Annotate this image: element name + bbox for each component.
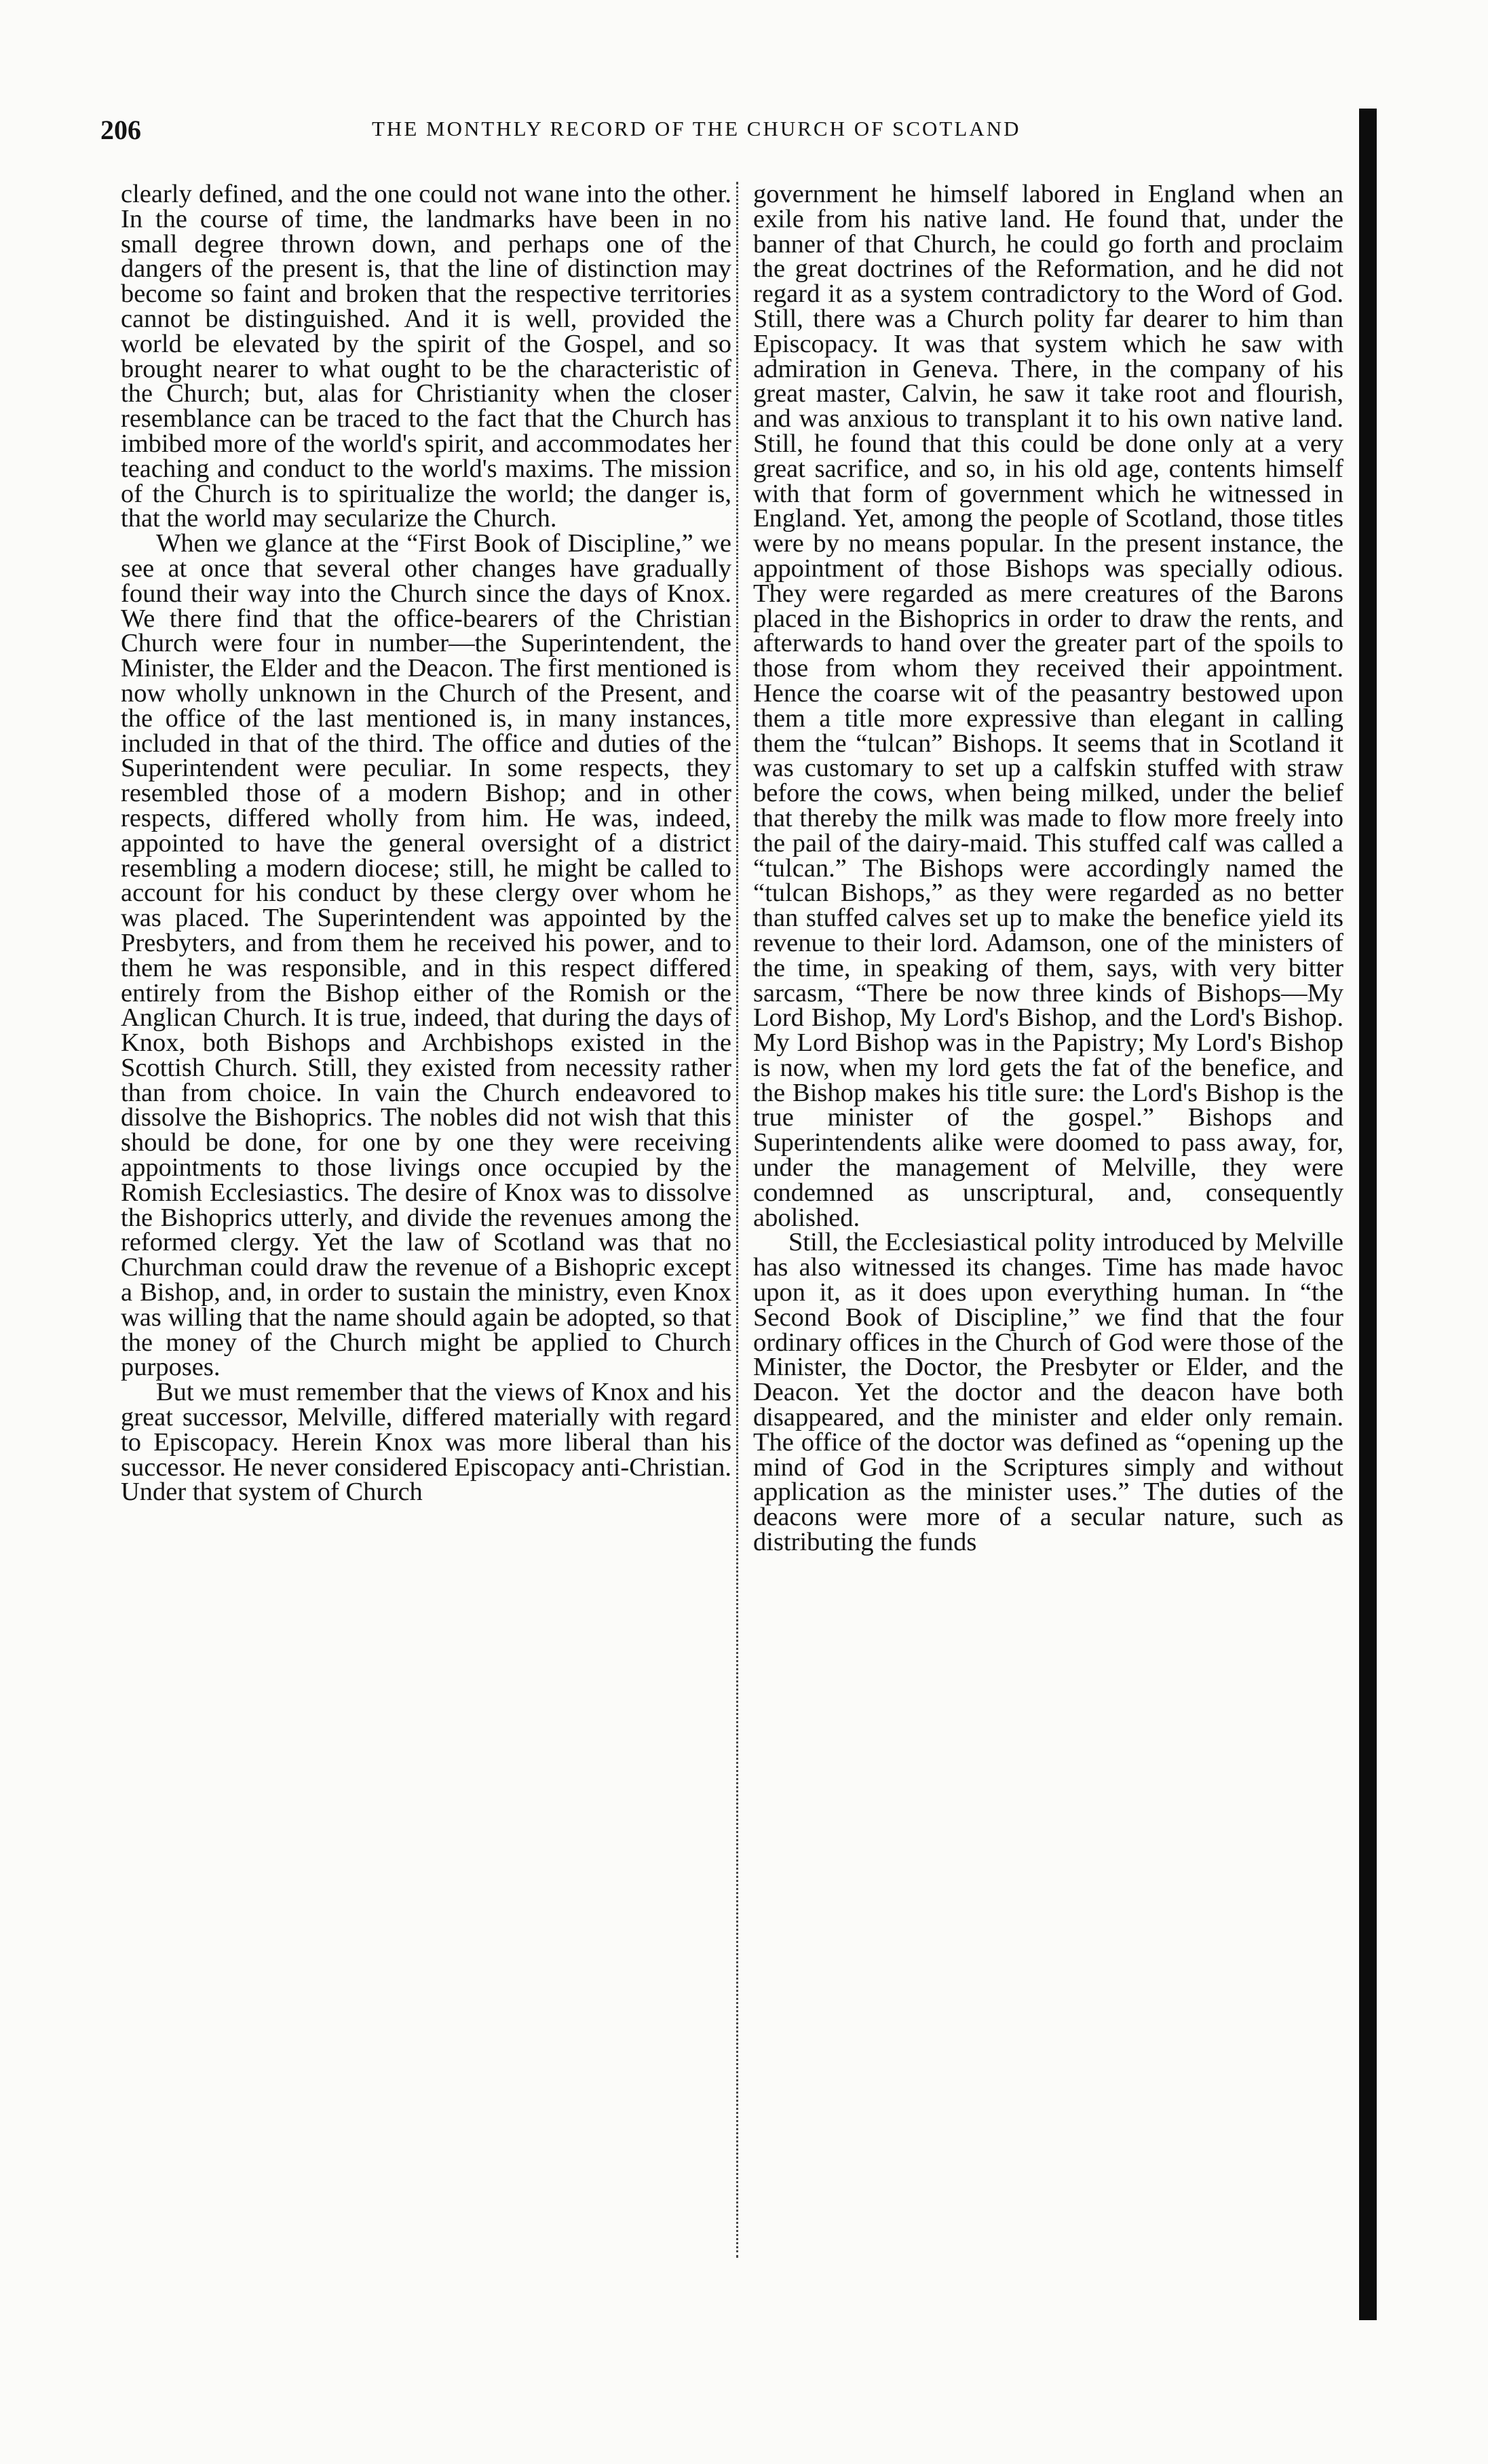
page-number: 206 — [100, 115, 141, 145]
column-divider — [736, 182, 738, 2258]
left-paragraph-3: But we must remember that the views of Knox and his great successor, Melville, differed materially with regard to Episcopacy. Herein Knox was more liberal than his successor. He never considered Episcopacy anti-Christian. Under that system of Church — [121, 1378, 731, 1507]
right-paragraph-2: Still, the Ecclesiastical polity introduced by Melville has also witnessed its changes. Time has made havoc upon it, as it does upon everything human. In “the Second Book of Discipline,” we find that the four ordinary offices in the Church of God were those of the Minister, the Doctor, the Presbyter or Elder, and the Deacon. Yet the doctor and the deacon have both disappeared, and the minister and elder only remain. The office of the doctor was defined as “opening up the mind of God in the Scriptures simply and without application as the minister uses.” The duties of the deacons were more of a secular nature, such as distributing the funds — [753, 1228, 1343, 1557]
right-paragraph-1: government he himself labored in England when an exile from his native land. He found that, under the banner of that Church, he could go forth and proclaim the great doctrines of the Reformation, and he did not regard it as a system contradictory to the Word of God. Still, there was a Church polity far dearer to him than Episcopacy. It was that system which he saw with admiration in Geneva. There, in the company of his great master, Calvin, he saw it take root and flourish, and was anxious to transplant it to his own native land. Still, he found that this could be done only at a very great sacrifice, and so, in his old age, contents himself with that form of government which he witnessed in England. Yet, among the people of Scotland, those titles were by no means popular. In the present instance, the appointment of those Bishops was specially odious. They were regarded as mere creatures of the Barons placed in the Bishoprics in order to draw the rents, and afterwards to hand over the greater part of the spoils to those from whom they received their appointment. Hence the coarse wit of the peasantry bestowed upon them a title more expressive than elegant in calling them the “tulcan” Bishops. It seems that in Scotland it was customary to set up a calfskin stuffed with straw before the cows, when being milked, under the belief that thereby the milk was made to flow more freely into the pail of the dairy-maid. This stuffed calf was called a “tulcan.” The Bishops were accordingly named the “tulcan Bishops,” as they were regarded as no better than stuffed calves set up to make the benefice yield its revenue to their lord. Adamson, one of the ministers of the time, in speaking of them, says, with very bitter sarcasm, “There be now three kinds of Bishops—My Lord Bishop, My Lord's Bishop, and the Lord's Bishop. My Lord Bishop was in the Papistry; My Lord's Bishop is now, when my lord gets the fat of the benefice, and the Bishop makes his title sure: the Lord's Bishop is the true minister of the gospel.” Bishops and Superintendents alike were doomed to pass away, for, under the management of Melville, they were condemned as unscriptural, and, consequently abolished. — [753, 180, 1343, 1232]
running-title: THE MONTHLY RECORD OF THE CHURCH OF SCOTLAND — [372, 117, 1021, 140]
page-header — [100, 114, 1349, 155]
left-paragraph-1: clearly defined, and the one could not wane into the other. In the course of time, the landmarks have been in no small degree thrown down, and perhaps one of the dangers of the present is, that the line of distinction may become so faint and broken that the respective territories cannot be distinguished. And it is well, provided the world be elevated by the spirit of the Gospel, and so brought nearer to what ought to be the characteristic of the Church; but, alas for Christianity when the closer resemblance can be traced to the fact that the Church has imbibed more of the world's spirit, and accommodates her teaching and conduct to the world's maxims. The mission of the Church is to spiritualize the world; the danger is, that the world may secularize the Church. — [121, 180, 731, 533]
page-binding-edge — [1359, 109, 1377, 2320]
right-column — [753, 182, 1343, 1555]
left-paragraph-2: When we glance at the “First Book of Discipline,” we see at once that several other changes have gradually found their way into the Church since the days of Knox. We there find that the office-bearers of the Christian Church were four in number—the Superintendent, the Minister, the Elder and the Deacon. The first mentioned is now wholly unknown in the Church of the Present, and the office of the last mentioned is, in many instances, included in that of the third. The office and duties of the Superintendent were peculiar. In some respects, they resembled those of a modern Bishop; and in other respects, differed wholly from him. He was, indeed, appointed to have the general oversight of a district resembling a modern diocese; still, he might be called to account for his conduct by these clergy over whom he was placed. The Superintendent was appointed by the Presbyters, and from them he received his power, and to them he was responsible, and in this respect differed entirely from the Bishop either of the Romish or the Anglican Church. It is true, indeed, that during the days of Knox, both Bishops and Archbishops existed in the Scottish Church. Still, they existed from necessity rather than from choice. In vain the Church endeavored to dissolve the Bishoprics. The nobles did not wish that this should be done, for one by one they were receiving appointments to those livings once occupied by the Romish Ecclesiastics. The desire of Knox was to dissolve the Bishoprics utterly, and divide the revenues among the reformed clergy. Yet the law of Scotland was that no Churchman could draw the revenue of a Bishopric except a Bishop, and, in order to sustain the ministry, even Knox was willing that the name should again be adopted, so that the money of the Church might be applied to Church purposes. — [121, 529, 731, 1382]
left-column — [121, 182, 731, 1505]
